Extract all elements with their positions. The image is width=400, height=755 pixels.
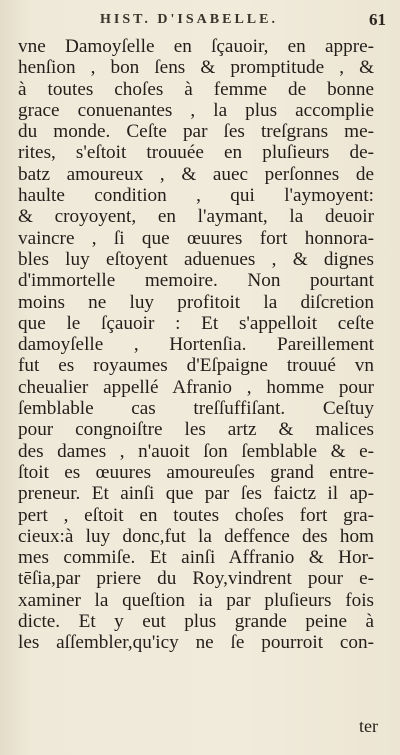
text-line: henſion , bon ſens & promptitude , & xyxy=(18,57,374,79)
text-line: dicte. Et y eut plus grande peine à xyxy=(18,611,374,633)
text-line: xaminer la queſtion ia par pluſieurs fois xyxy=(18,589,374,611)
page-header xyxy=(0,10,400,36)
text-line: rites, s'eſtoit trouuée en pluſieurs de- xyxy=(18,142,374,164)
running-head: HIST. D'ISABELLE. xyxy=(100,12,278,27)
body-text xyxy=(18,36,374,654)
text-line: ſemblable cas treſſuffiſant. Ceſtuy xyxy=(18,398,374,420)
text-line: haulte condition , qui l'aymoyent: xyxy=(18,185,374,207)
text-line: moins ne luy profitoit la diſcretion xyxy=(18,291,374,313)
text-line: cieux:à luy donc,fut la deffence des hom xyxy=(18,525,374,547)
text-line: fut es royaumes d'Eſpaigne trouué vn xyxy=(18,355,374,377)
text-line: cheualier appellé Afranio , homme pour xyxy=(18,376,374,398)
text-line: damoyſelle , Hortenſia. Pareillement xyxy=(18,334,374,356)
text-line: grace conuenantes , la plus accomplie xyxy=(18,99,374,121)
text-line: & croyoyent, en l'aymant, la deuoir xyxy=(18,206,374,228)
text-line: ſtoit es œuures amoureuſes grand entre- xyxy=(18,461,374,483)
text-line: d'immortelle memoire. Non pourtant xyxy=(18,270,374,292)
text-line: que le ſçauoir : Et s'appelloit ceſte xyxy=(18,312,374,334)
text-line: bles luy eſtoyent aduenues , & dignes xyxy=(18,248,374,270)
catchword: ter xyxy=(359,716,378,736)
text-line: vaincre , ſi que œuures fort honnora- xyxy=(18,227,374,249)
page-number: 61 xyxy=(369,10,386,29)
text-line: des dames , n'auoit ſon ſemblable & e- xyxy=(18,440,374,462)
text-line: mes commiſe. Et ainſi Affranio & Hor- xyxy=(18,547,374,569)
text-line: les aſſembler,qu'icy ne ſe pourroit con- xyxy=(18,632,374,654)
text-line: pour congnoiſtre les artz & malices xyxy=(18,419,374,441)
text-line: pert , eſtoit en toutes choſes fort gra- xyxy=(18,504,374,526)
text-line: batz amoureux , & auec perſonnes de xyxy=(18,163,374,185)
text-line: preneur. Et ainſi que par ſes faictz il ap- xyxy=(18,483,374,505)
text-line: du monde. Ceſte par ſes treſgrans me- xyxy=(18,121,374,143)
text-line: à toutes choſes à femme de bonne xyxy=(18,78,374,100)
text-line: tēſia,par priere du Roy,vindrent pour e- xyxy=(18,568,374,590)
text-line: vne Damoyſelle en ſçauoir, en appre- xyxy=(18,36,374,57)
